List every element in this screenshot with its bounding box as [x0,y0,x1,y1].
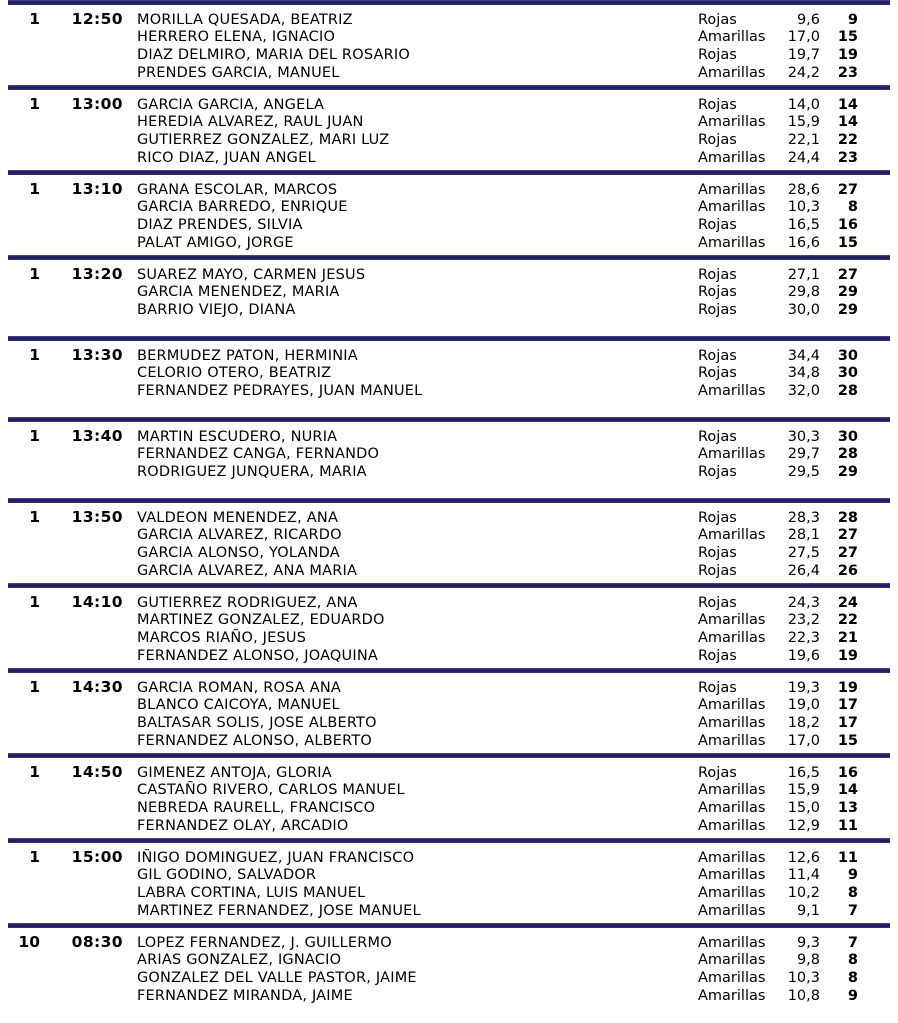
player-row [0,64,898,82]
tee-color: Rojas [698,765,737,781]
exact-handicap: 16,5 [787,765,820,781]
playing-handicap: 17 [837,697,858,713]
playing-handicap: 8 [847,952,858,968]
tee-time: 14:50 [71,763,123,781]
exact-handicap: 10,8 [787,988,820,1004]
exact-handicap: 9,1 [796,903,820,919]
player-name: FERNANDEZ PEDRAYES, JUAN MANUEL [137,383,423,399]
playing-handicap: 28 [837,383,858,399]
exact-handicap: 23,2 [787,612,820,628]
tee-color: Amarillas [698,383,766,399]
start-tee-number: 1 [29,265,40,283]
player-name: RODRIGUEZ JUNQUERA, MARIA [137,464,367,480]
playing-handicap: 30 [837,348,858,364]
player-row [0,714,898,732]
player-name: MARCOS RIAÑO, JESUS [137,630,307,646]
player-name: PRENDES GARCIA, MANUEL [137,65,340,81]
player-name: FERNANDEZ OLAY, ARCADIO [137,818,349,834]
exact-handicap: 19,6 [787,648,820,664]
exact-handicap: 27,5 [787,545,820,561]
tee-color: Rojas [698,47,737,63]
exact-handicap: 10,3 [787,970,820,986]
player-row [0,678,898,696]
player-row [0,817,898,835]
player-name: RICO DIAZ, JUAN ANGEL [137,150,316,166]
tee-color: Amarillas [698,527,766,543]
start-tee-number: 1 [29,848,40,866]
player-row [0,10,898,28]
exact-handicap: 10,3 [787,199,820,215]
exact-handicap: 18,2 [787,715,820,731]
playing-handicap: 9 [847,988,858,1004]
player-row [0,46,898,64]
player-name: LOPEZ FERNANDEZ, J. GUILLERMO [137,935,392,951]
player-row [0,951,898,969]
exact-handicap: 19,3 [787,680,820,696]
player-row [0,987,898,1005]
playing-handicap: 26 [837,563,858,579]
tee-time: 13:00 [71,95,123,113]
player-row [0,149,898,167]
tee-time: 12:50 [71,10,123,28]
player-row [0,28,898,46]
playing-handicap: 22 [837,132,858,148]
player-name: GARCIA ROMAN, ROSA ANA [137,680,341,696]
player-name: GARCIA MENENDEZ, MARIA [137,284,340,300]
player-row [0,364,898,382]
player-row [0,732,898,750]
playing-handicap: 29 [837,302,858,318]
tee-color: Amarillas [698,885,766,901]
playing-handicap: 19 [837,47,858,63]
tee-color: Amarillas [698,697,766,713]
exact-handicap: 17,0 [787,733,820,749]
tee-time-group [0,673,898,753]
playing-handicap: 8 [847,970,858,986]
tee-color: Amarillas [698,446,766,462]
playing-handicap: 11 [837,850,858,866]
player-name: GONZALEZ DEL VALLE PASTOR, JAIME [137,970,417,986]
player-name: CELORIO OTERO, BEATRIZ [137,365,332,381]
exact-handicap: 22,3 [787,630,820,646]
exact-handicap: 28,3 [787,510,820,526]
start-tee-number: 1 [29,678,40,696]
playing-handicap: 24 [837,595,858,611]
player-row [0,180,898,198]
player-row [0,593,898,611]
tee-time-group [0,5,898,85]
player-name: MARTIN ESCUDERO, NURIA [137,429,338,445]
playing-handicap: 13 [837,800,858,816]
start-tee-number: 10 [18,933,40,951]
exact-handicap: 19,0 [787,697,820,713]
player-name: FERNANDEZ ALONSO, ALBERTO [137,733,373,749]
player-name: BERMUDEZ PATON, HERMINIA [137,348,358,364]
tee-color: Amarillas [698,114,766,130]
player-row [0,198,898,216]
player-row [0,265,898,283]
playing-handicap: 14 [837,97,858,113]
player-name: GARCIA ALONSO, YOLANDA [137,545,340,561]
player-name: ARIAS GONZALEZ, IGNACIO [137,952,342,968]
tee-time-group [0,175,898,255]
playing-handicap: 16 [837,217,858,233]
exact-handicap: 11,4 [787,867,820,883]
tee-time-group [0,758,898,838]
player-row [0,866,898,884]
player-row [0,562,898,580]
exact-handicap: 19,7 [787,47,820,63]
playing-handicap: 27 [837,182,858,198]
tee-color: Rojas [698,132,737,148]
player-name: MARTINEZ GONZALEZ, EDUARDO [137,612,385,628]
exact-handicap: 30,0 [787,302,820,318]
exact-handicap: 16,6 [787,235,820,251]
tee-time-group [0,843,898,923]
exact-handicap: 29,5 [787,464,820,480]
exact-handicap: 30,3 [787,429,820,445]
player-row [0,131,898,149]
playing-handicap: 28 [837,446,858,462]
exact-handicap: 34,8 [787,365,820,381]
player-row [0,902,898,920]
tee-color: Amarillas [698,952,766,968]
tee-time: 14:10 [71,593,123,611]
tee-time-group [0,341,898,417]
player-name: BALTASAR SOLIS, JOSE ALBERTO [137,715,377,731]
tee-color: Rojas [698,302,737,318]
exact-handicap: 24,2 [787,65,820,81]
tee-time-group [0,422,898,498]
playing-handicap: 15 [837,29,858,45]
tee-color: Rojas [698,429,737,445]
player-name: VALDEON MENENDEZ, ANA [137,510,339,526]
tee-color: Rojas [698,267,737,283]
exact-handicap: 34,4 [787,348,820,364]
tee-time: 13:40 [71,427,123,445]
player-name: FERNANDEZ ALONSO, JOAQUINA [137,648,379,664]
tee-color: Rojas [698,545,737,561]
tee-color: Rojas [698,510,737,526]
tee-color: Amarillas [698,935,766,951]
player-name: DIAZ PRENDES, SILVIA [137,217,303,233]
exact-handicap: 12,6 [787,850,820,866]
player-name: DIAZ DELMIRO, MARIA DEL ROSARIO [137,47,410,63]
exact-handicap: 29,8 [787,284,820,300]
playing-handicap: 27 [837,267,858,283]
playing-handicap: 14 [837,114,858,130]
tee-color: Amarillas [698,970,766,986]
player-row [0,647,898,665]
tee-time-groups [0,5,898,1008]
playing-handicap: 22 [837,612,858,628]
exact-handicap: 9,6 [796,12,820,28]
player-row [0,346,898,364]
tee-color: Amarillas [698,733,766,749]
player-name: BARRIO VIEJO, DIANA [137,302,296,318]
exact-handicap: 10,2 [787,885,820,901]
player-row [0,445,898,463]
playing-handicap: 29 [837,464,858,480]
exact-handicap: 29,7 [787,446,820,462]
tee-color: Amarillas [698,65,766,81]
playing-handicap: 17 [837,715,858,731]
start-tee-number: 1 [29,95,40,113]
exact-handicap: 15,9 [787,782,820,798]
player-row [0,629,898,647]
playing-handicap: 30 [837,429,858,445]
start-tee-number: 1 [29,180,40,198]
tee-color: Amarillas [698,903,766,919]
exact-handicap: 15,9 [787,114,820,130]
exact-handicap: 22,1 [787,132,820,148]
player-name: BLANCO CAICOYA, MANUEL [137,697,340,713]
playing-handicap: 23 [837,65,858,81]
player-name: PALAT AMIGO, JORGE [137,235,294,251]
tee-color: Amarillas [698,715,766,731]
player-name: HERRERO ELENA, IGNACIO [137,29,336,45]
player-row [0,848,898,866]
player-row [0,526,898,544]
tee-color: Amarillas [698,235,766,251]
tee-time-group [0,260,898,336]
tee-time-group [0,90,898,170]
player-name: GRANA ESCOLAR, MARCOS [137,182,338,198]
tee-time: 13:30 [71,346,123,364]
playing-handicap: 15 [837,235,858,251]
player-name: GARCIA BARREDO, ENRIQUE [137,199,348,215]
player-name: FERNANDEZ CANGA, FERNANDO [137,446,380,462]
exact-handicap: 9,3 [796,935,820,951]
tee-time: 15:00 [71,848,123,866]
player-row [0,508,898,526]
start-tee-number: 1 [29,763,40,781]
player-row [0,884,898,902]
tee-color: Rojas [698,365,737,381]
tee-color: Rojas [698,563,737,579]
exact-handicap: 9,8 [796,952,820,968]
player-row [0,544,898,562]
start-tee-number: 1 [29,593,40,611]
player-name: LABRA CORTINA, LUIS MANUEL [137,885,366,901]
tee-color: Amarillas [698,29,766,45]
tee-time: 13:50 [71,508,123,526]
player-row [0,463,898,481]
playing-handicap: 16 [837,765,858,781]
player-name: HEREDIA ALVAREZ, RAUL JUAN [137,114,364,130]
player-row [0,427,898,445]
player-row [0,283,898,301]
tee-time: 14:30 [71,678,123,696]
tee-color: Amarillas [698,818,766,834]
player-row [0,216,898,234]
playing-handicap: 8 [847,199,858,215]
playing-handicap: 19 [837,648,858,664]
tee-color: Rojas [698,12,737,28]
exact-handicap: 28,1 [787,527,820,543]
tee-time: 13:20 [71,265,123,283]
player-row [0,763,898,781]
tee-time-group [0,503,898,583]
player-name: NEBREDA RAURELL, FRANCISCO [137,800,376,816]
player-row [0,781,898,799]
player-name: GUTIERREZ GONZALEZ, MARI LUZ [137,132,390,148]
player-row [0,95,898,113]
player-name: GIL GODINO, SALVADOR [137,867,317,883]
playing-handicap: 7 [847,903,858,919]
playing-handicap: 14 [837,782,858,798]
tee-color: Rojas [698,680,737,696]
tee-color: Amarillas [698,612,766,628]
tee-color: Rojas [698,348,737,364]
exact-handicap: 15,0 [787,800,820,816]
tee-color: Rojas [698,595,737,611]
exact-handicap: 28,6 [787,182,820,198]
exact-handicap: 27,1 [787,267,820,283]
exact-handicap: 24,3 [787,595,820,611]
player-row [0,799,898,817]
exact-handicap: 24,4 [787,150,820,166]
player-name: SUAREZ MAYO, CARMEN JESUS [137,267,366,283]
player-row [0,113,898,131]
playing-handicap: 8 [847,885,858,901]
tee-color: Amarillas [698,182,766,198]
start-tee-number: 1 [29,427,40,445]
player-row [0,969,898,987]
tee-color: Amarillas [698,782,766,798]
playing-handicap: 27 [837,545,858,561]
playing-handicap: 28 [837,510,858,526]
start-tee-number: 1 [29,346,40,364]
playing-handicap: 19 [837,680,858,696]
player-name: CASTAÑO RIVERO, CARLOS MANUEL [137,782,405,798]
tee-color: Amarillas [698,800,766,816]
player-row [0,301,898,319]
playing-handicap: 27 [837,527,858,543]
player-name: GARCIA GARCIA, ANGELA [137,97,325,113]
playing-handicap: 9 [847,12,858,28]
tee-time-group [0,928,898,1008]
playing-handicap: 21 [837,630,858,646]
playing-handicap: 9 [847,867,858,883]
player-row [0,234,898,252]
tee-color: Rojas [698,284,737,300]
tee-color: Rojas [698,464,737,480]
start-tee-number: 1 [29,508,40,526]
playing-handicap: 11 [837,818,858,834]
exact-handicap: 26,4 [787,563,820,579]
start-tee-number: 1 [29,10,40,28]
player-row [0,611,898,629]
exact-handicap: 12,9 [787,818,820,834]
exact-handicap: 16,5 [787,217,820,233]
tee-color: Amarillas [698,988,766,1004]
tee-time-group [0,588,898,668]
playing-handicap: 29 [837,284,858,300]
tee-color: Amarillas [698,150,766,166]
tee-color: Amarillas [698,199,766,215]
player-row [0,696,898,714]
tee-color: Rojas [698,648,737,664]
player-row [0,382,898,400]
tee-color: Rojas [698,97,737,113]
player-name: MORILLA QUESADA, BEATRIZ [137,12,353,28]
player-name: FERNANDEZ MIRANDA, JAIME [137,988,353,1004]
playing-handicap: 7 [847,935,858,951]
tee-color: Amarillas [698,850,766,866]
player-name: GIMENEZ ANTOJA, GLORIA [137,765,332,781]
playing-handicap: 30 [837,365,858,381]
tee-color: Amarillas [698,867,766,883]
player-name: GARCIA ALVAREZ, RICARDO [137,527,342,543]
player-row [0,933,898,951]
player-name: MARTINEZ FERNANDEZ, JOSE MANUEL [137,903,421,919]
player-name: GARCIA ALVAREZ, ANA MARIA [137,563,358,579]
player-name: IÑIGO DOMINGUEZ, JUAN FRANCISCO [137,850,415,866]
exact-handicap: 14,0 [787,97,820,113]
tee-time: 08:30 [71,933,123,951]
player-name: GUTIERREZ RODRIGUEZ, ANA [137,595,358,611]
tee-time: 13:10 [71,180,123,198]
tee-color: Amarillas [698,630,766,646]
tee-color: Rojas [698,217,737,233]
playing-handicap: 15 [837,733,858,749]
exact-handicap: 32,0 [787,383,820,399]
playing-handicap: 23 [837,150,858,166]
exact-handicap: 17,0 [787,29,820,45]
